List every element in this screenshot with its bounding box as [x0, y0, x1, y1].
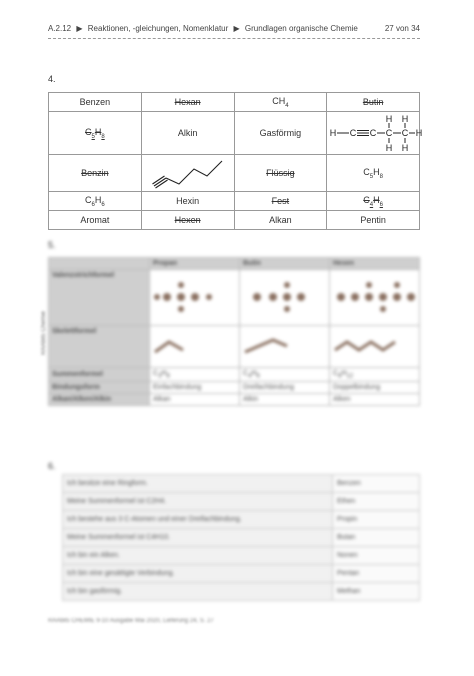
- table-cell: Pentin: [327, 211, 420, 230]
- table-cell: [327, 112, 423, 155]
- side-label: RAAbits Chemie: [41, 310, 48, 356]
- statement-cell: Ich bin gasförmig.: [63, 583, 333, 601]
- table-cell: $C_5H_8$: [49, 112, 142, 155]
- answer-cell: Benzen: [333, 475, 420, 493]
- table-cell: $C_5H_8$: [327, 155, 420, 192]
- statement-cell: Meine Summenformel ist C2H4.: [63, 493, 333, 511]
- table-row: [49, 155, 420, 192]
- answer-cell: Propin: [333, 511, 420, 529]
- table-cell: [141, 155, 234, 192]
- table-row: [49, 93, 420, 112]
- svg-text:H: H: [402, 114, 409, 124]
- table-header-row: [49, 258, 420, 270]
- answer-cell: Butan: [333, 529, 420, 547]
- svg-text:C: C: [402, 128, 409, 138]
- table-cell: $C_6H_6$: [49, 192, 142, 211]
- table-cell: Alken: [330, 394, 420, 406]
- table-row: [63, 583, 420, 601]
- answer-cell: Ethen: [333, 493, 420, 511]
- arrow-icon: ▶: [76, 24, 83, 33]
- page-footer: RAAbits CHEMIE 9-10 Ausgabe Mai 2020, Lieferung 24, S. 27: [48, 618, 214, 624]
- statement-cell: Meine Summenformel ist C4H10.: [63, 529, 333, 547]
- table-row: [49, 368, 420, 382]
- breadcrumb-item: Reaktionen, -gleichungen, Nomenklatur: [87, 24, 229, 33]
- page-number: 27 von 34: [384, 24, 420, 33]
- svg-text:C: C: [386, 128, 393, 138]
- table-row: [49, 211, 420, 230]
- table-cell: $CH_4$: [234, 93, 327, 112]
- table-row: [63, 565, 420, 583]
- breadcrumb: [48, 24, 361, 33]
- statement-cell: Ich besitze eine Ringform.: [63, 475, 333, 493]
- butin-structural-formula: [327, 113, 423, 153]
- svg-text:H: H: [402, 143, 409, 153]
- breadcrumb-item: Grundlagen organische Chemie: [244, 24, 358, 33]
- table-row: [49, 382, 420, 394]
- task6-table: [62, 474, 420, 601]
- task5-label: 5.: [48, 240, 56, 250]
- table-cell: $C_4H_6$: [327, 192, 420, 211]
- table-row: [49, 270, 420, 326]
- column-header: [49, 258, 150, 270]
- statement-cell: Ich bin eine gesättigte Verbindung.: [63, 565, 333, 583]
- table-row: [63, 511, 420, 529]
- answer-cell: Nonen: [333, 547, 420, 565]
- answer-cell: Methan: [333, 583, 420, 601]
- header-divider: [48, 38, 420, 39]
- table-cell: $C_4H_6$: [240, 368, 330, 382]
- table-cell: Dreifachbindung: [240, 382, 330, 394]
- table-cell: $C_6H_{12}$: [330, 368, 420, 382]
- skeletal-drawing: [150, 326, 240, 368]
- svg-text:H: H: [386, 114, 393, 124]
- table-cell: Hexin: [141, 192, 234, 211]
- table-cell: Hexan: [141, 93, 234, 112]
- column-header: Butin: [240, 258, 330, 270]
- column-header: Hexen: [330, 258, 420, 270]
- row-header: Summenformel: [49, 368, 150, 382]
- statement-cell: Ich bin ein Alken.: [63, 547, 333, 565]
- table-cell: Einfachbindung: [150, 382, 240, 394]
- column-header: Propan: [150, 258, 240, 270]
- hexin-skeletal-formula: [150, 157, 226, 189]
- skeletal-drawing: [330, 326, 420, 368]
- svg-text:H: H: [416, 128, 423, 138]
- table-row: [49, 326, 420, 368]
- row-header: Valenzstrichformel: [49, 270, 150, 326]
- svg-text:H: H: [330, 128, 337, 138]
- table-row: [63, 529, 420, 547]
- task6-label: 6.: [48, 461, 56, 471]
- svg-text:C: C: [370, 128, 377, 138]
- svg-text:C: C: [350, 128, 357, 138]
- task4-table: [48, 92, 423, 230]
- arrow-icon: ▶: [233, 24, 240, 33]
- structure-drawing: [330, 270, 420, 326]
- structure-drawing: [240, 270, 330, 326]
- table-cell: Alkan: [234, 211, 327, 230]
- table-cell: Doppelbindung: [330, 382, 420, 394]
- table-cell: Alkin: [141, 112, 234, 155]
- row-header: Skelettformel: [49, 326, 150, 368]
- table-cell: Aromat: [49, 211, 142, 230]
- table-row: [49, 192, 420, 211]
- statement-cell: Ich bestehe aus 3 C-Atomen und einer Dreifachbindung.: [63, 511, 333, 529]
- unit-code: A.2.12: [48, 24, 72, 33]
- table-row: [49, 394, 420, 406]
- table-cell: $C_3H_8$: [150, 368, 240, 382]
- table-cell: Benzin: [49, 155, 142, 192]
- page-header: [48, 24, 420, 33]
- table-cell: Hexen: [141, 211, 234, 230]
- table-cell: Butin: [327, 93, 420, 112]
- answer-cell: Pentan: [333, 565, 420, 583]
- row-header: Alkan/Alken/Alkin: [49, 394, 150, 406]
- table-cell: Gasförmig: [234, 112, 327, 155]
- row-header: Bindungsform: [49, 382, 150, 394]
- table-row: [63, 475, 420, 493]
- structure-drawing: [150, 270, 240, 326]
- table-cell: Flüssig: [234, 155, 327, 192]
- table-cell: Alkin: [240, 394, 330, 406]
- table-cell: Fest: [234, 192, 327, 211]
- task5-table: [48, 257, 420, 406]
- table-row: [63, 547, 420, 565]
- svg-text:H: H: [386, 143, 393, 153]
- table-cell: Alkan: [150, 394, 240, 406]
- table-row: [63, 493, 420, 511]
- table-cell: Benzen: [49, 93, 142, 112]
- skeletal-drawing: [240, 326, 330, 368]
- table-row: [49, 112, 420, 155]
- task4-label: 4.: [48, 74, 56, 84]
